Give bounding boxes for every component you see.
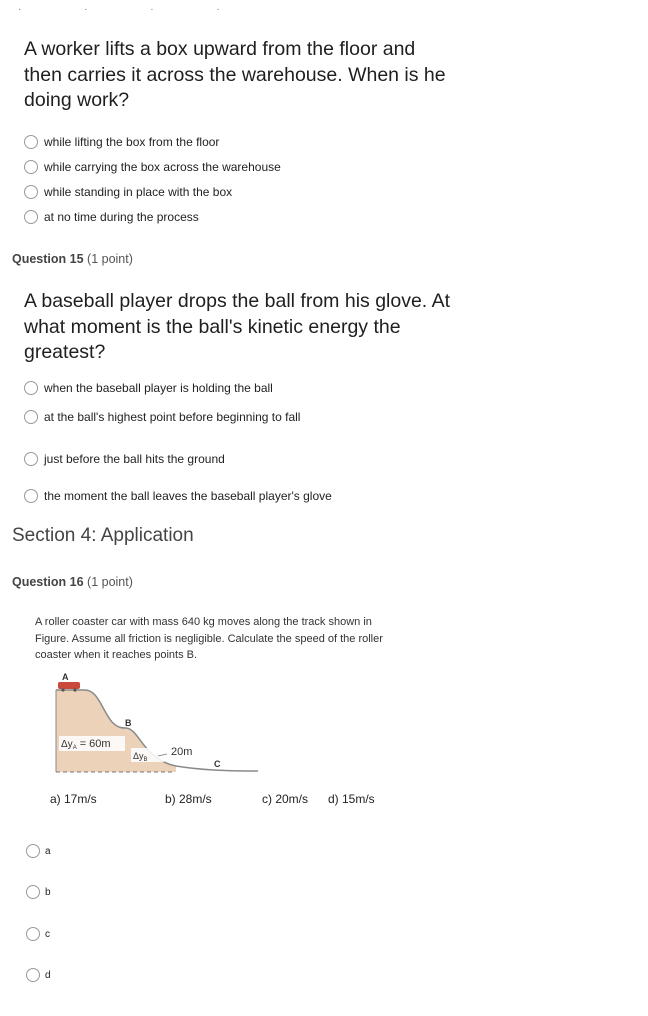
option-label: d [45, 969, 51, 981]
question-14-option-2[interactable] [24, 158, 281, 176]
option-label: while carrying the box across the warehouse [44, 160, 281, 174]
radio-button[interactable] [24, 160, 38, 174]
option-label: when the baseball player is holding the ball [44, 381, 273, 395]
question-15-option-4[interactable] [24, 487, 332, 505]
answer-choice-b-text: b) 28m/s [165, 792, 212, 806]
roller-coaster-figure [50, 670, 265, 785]
answer-choice-a-text: a) 17m/s [50, 792, 97, 806]
question-14-prompt-line: A worker lifts a box upward from the floor and [24, 38, 416, 60]
car-wheel [73, 688, 76, 691]
option-label: while standing in place with the box [44, 185, 233, 199]
problem-line: coaster when it reaches points B. [35, 649, 198, 661]
question-14-prompt-line: doing work? [24, 89, 130, 111]
point-b-label: B [125, 718, 132, 728]
radio-button[interactable] [24, 185, 38, 199]
radio-button[interactable] [24, 381, 38, 395]
question-15-prompt-line: greatest? [24, 341, 106, 363]
question-15-option-2[interactable] [24, 408, 300, 426]
question-15-option-3[interactable] [24, 450, 225, 468]
question-15-option-1[interactable] [24, 379, 273, 397]
option-label: c [45, 928, 50, 940]
question-14-option-4[interactable] [24, 208, 199, 226]
question-15-prompt-line: A baseball player drops the ball from his glove. At [24, 290, 450, 312]
answer-choice-d-text: d) 15m/s [328, 792, 375, 806]
problem-line: A roller coaster car with mass 640 kg moves along the track shown in [35, 616, 372, 628]
radio-button[interactable] [24, 489, 38, 503]
question-14-prompt [24, 37, 584, 114]
question-16-option-b[interactable] [26, 883, 51, 901]
car-wheel [61, 688, 64, 691]
option-label: the moment the ball leaves the baseball player's glove [44, 489, 332, 503]
option-label: while lifting the box from the floor [44, 135, 220, 149]
delta-ya-label: $\Delta y_A = 60m$ [61, 738, 111, 751]
question-number: Question 15 [12, 252, 84, 266]
roller-coaster-diagram [50, 670, 265, 780]
option-label: at no time during the process [44, 210, 199, 224]
question-16-option-d[interactable] [26, 966, 51, 984]
radio-button[interactable] [26, 927, 40, 941]
radio-button[interactable] [24, 452, 38, 466]
question-16-problem-text [35, 614, 455, 664]
question-14-option-3[interactable] [24, 183, 232, 201]
question-14-prompt-line: then carries it across the warehouse. When is he [24, 63, 446, 86]
top-edge-dots: · · · · [18, 4, 250, 15]
radio-button[interactable] [24, 210, 38, 224]
question-points: (1 point) [87, 252, 133, 266]
radio-button[interactable] [24, 410, 38, 424]
question-16-header [12, 575, 133, 589]
option-label: a [45, 845, 51, 857]
point-a-label: A [62, 672, 69, 682]
question-15-prompt [24, 289, 584, 366]
radio-button[interactable] [26, 968, 40, 982]
question-15-prompt-line: what moment is the ball's kinetic energy the [24, 315, 401, 338]
question-points: (1 point) [87, 575, 133, 589]
delta-yb-value: 20m [171, 746, 193, 758]
radio-button[interactable] [26, 844, 40, 858]
option-label: b [45, 886, 51, 898]
problem-line: Figure. Assume all friction is negligible. Calculate the speed of the roller [35, 632, 383, 645]
roller-coaster-car [58, 682, 80, 689]
question-16-option-a[interactable] [26, 842, 51, 860]
question-16-option-c[interactable] [26, 925, 50, 943]
radio-button[interactable] [24, 135, 38, 149]
question-15-header [12, 252, 133, 266]
section-title: Section 4: Application [12, 525, 194, 546]
option-label: at the ball's highest point before beginning to fall [44, 410, 301, 424]
point-c-label: C [214, 759, 221, 769]
question-number: Question 16 [12, 575, 84, 589]
delta-yb-label: $\Delta y_B$ [133, 751, 148, 763]
answer-choice-c-text: c) 20m/s [262, 792, 309, 806]
radio-button[interactable] [26, 885, 40, 899]
question-14-option-1[interactable] [24, 133, 219, 151]
option-label: just before the ball hits the ground [44, 452, 225, 466]
